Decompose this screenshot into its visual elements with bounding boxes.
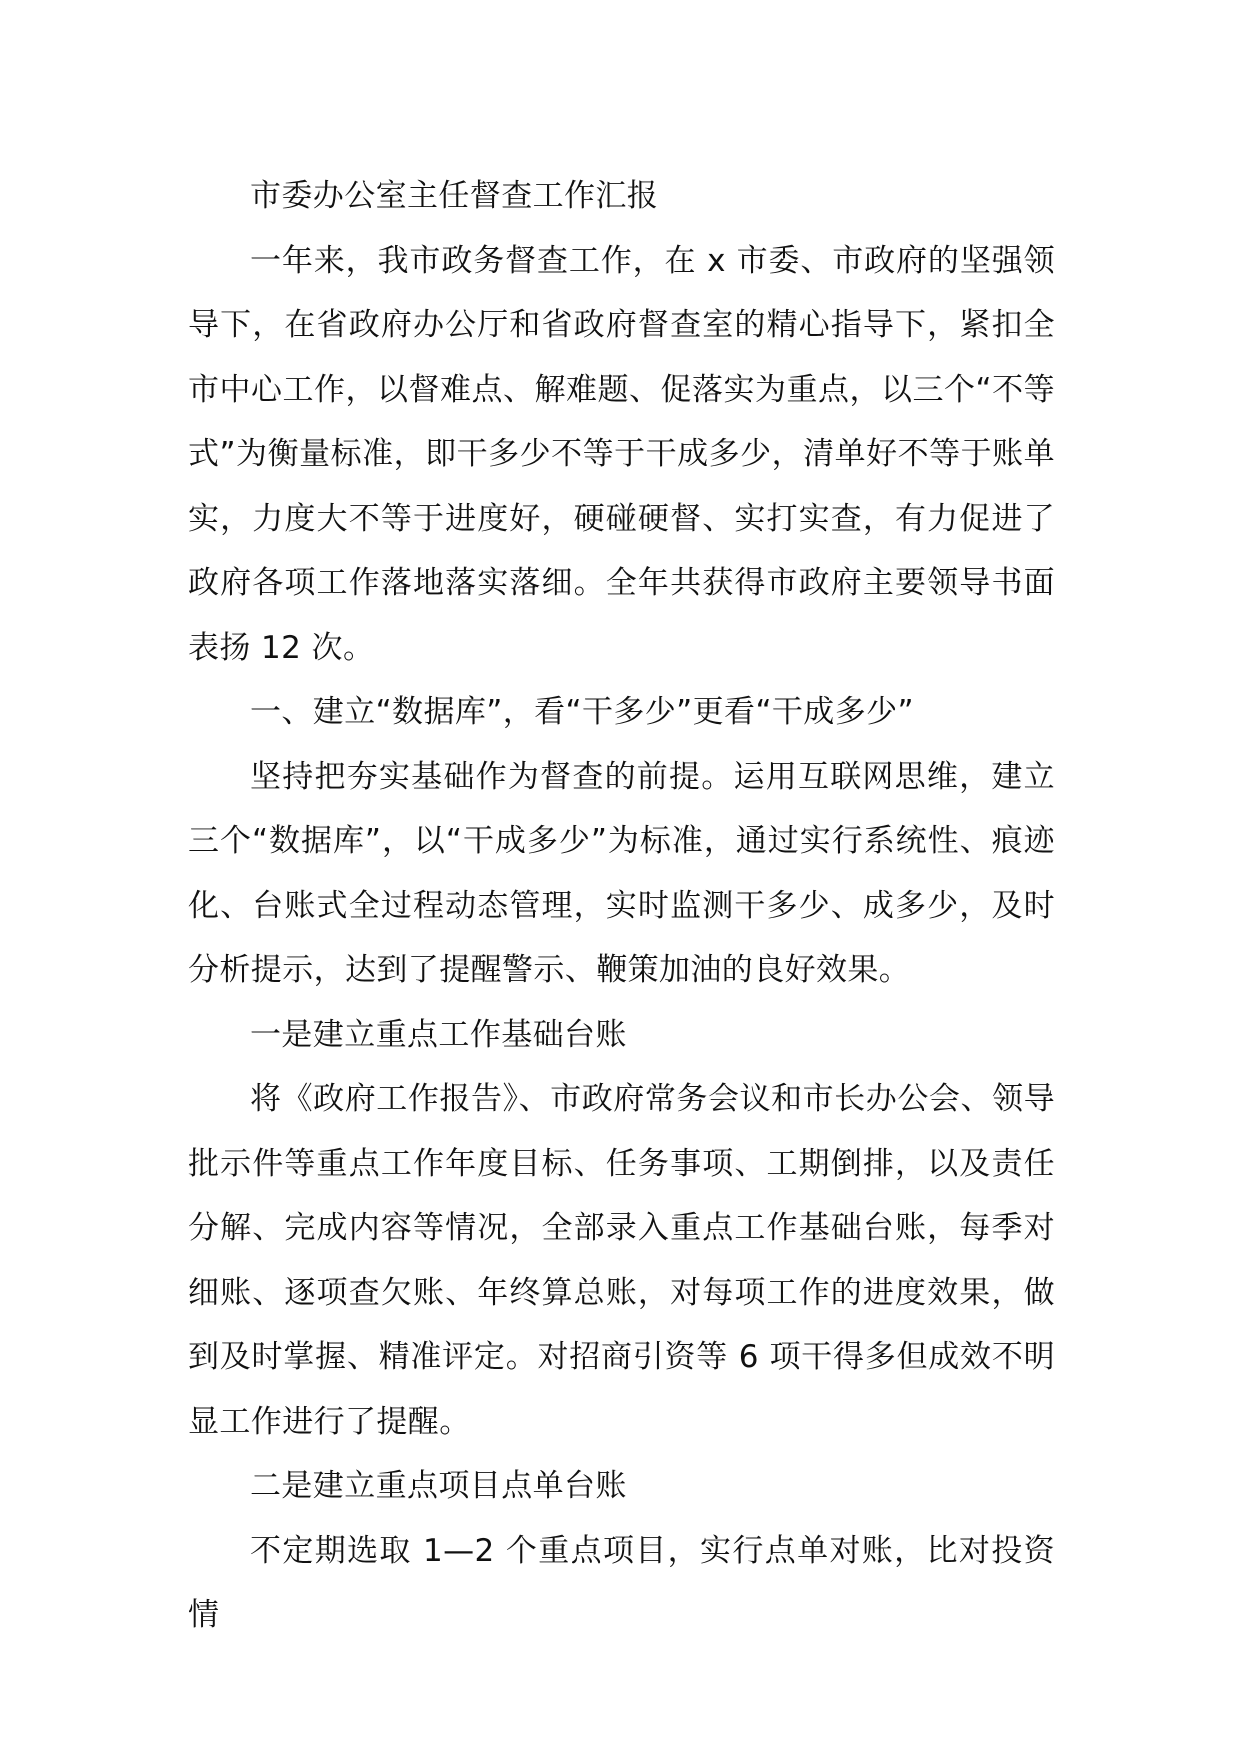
paragraph-intro: 一年来，我市政务督查工作，在 x 市委、市政府的坚强领导下，在省政府办公厅和省政府督查室的精心指导下，紧扣全市中心工作，以督难点、解难题、促落实为重点，以三个“不等式”为衡量标准，即干多少不等于干成多少，清单好不等于账单实，力度大不等于进度好，硬碰硬督、实打实查，有力促进了政府各项工作落地落实落细。全年共获得市政府主要领导书面表扬 12 次。 [188, 242, 1055, 666]
paragraph-section-1: 坚持把夯实基础作为督查的前提。运用互联网思维，建立三个“数据库”，以“干成多少”为标准，通过实行系统性、痕迹化、台账式全过程动态管理，实时监测干多少、成多少，及时分析提示，达到了提醒警示、鞭策加油的良好效果。 [188, 758, 1055, 988]
document-title: 市委办公室主任督查工作汇报 [250, 178, 659, 214]
document-body [188, 164, 1055, 1648]
section-heading-1: 一、建立“数据库”，看“干多少”更看“干成多少” [250, 694, 914, 730]
subheading-1: 一是建立重点工作基础台账 [250, 1016, 627, 1053]
paragraph-subsection-1: 将《政府工作报告》、市政府常务会议和市长办公会、领导批示件等重点工作年度目标、任务事项、工期倒排，以及责任分解、完成内容等情况，全部录入重点工作基础台账，每季对细账、逐项查欠账、年终算总账，对每项工作的进度效果，做到及时掌握、精准评定。对招商引资等 6 项干得多但成效不明显工作进行了提醒。 [188, 1081, 1055, 1440]
subheading-2: 二是建立重点项目点单台账 [250, 1468, 627, 1504]
paragraph-subsection-2: 不定期选取 1—2 个重点项目，实行点单对账，比对投资情 [188, 1532, 1055, 1633]
